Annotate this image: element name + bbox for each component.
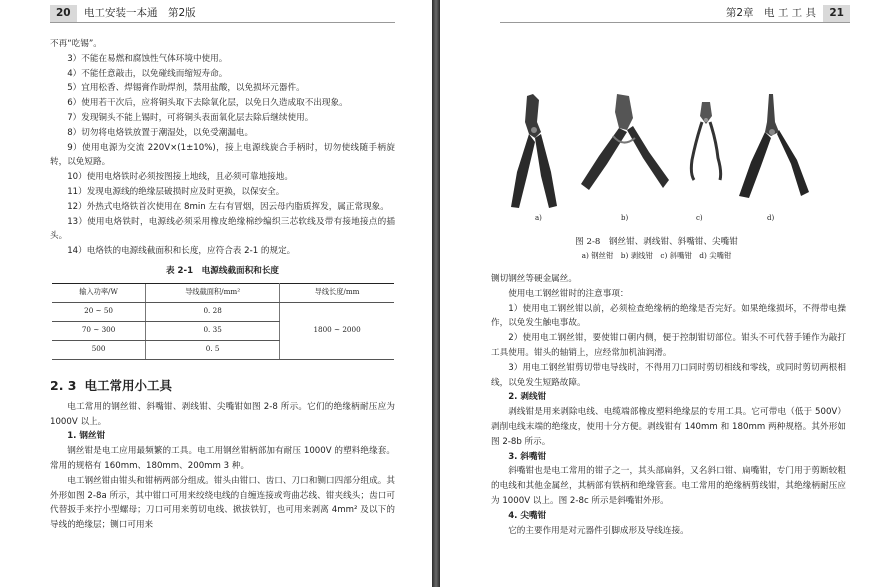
figure-label-a: a) bbox=[535, 214, 542, 222]
list-item: 6）使用若干次后，应将铜头取下去除氧化层，以免日久造成取不出现象。 bbox=[67, 98, 348, 109]
list-item: 1）使用电工钢丝钳以前，必须检查绝缘柄的绝缘是否完好。如果绝缘损坏，不得带电操作，以免发生触电事故。 bbox=[491, 303, 846, 329]
needle-nose-pliers-photo bbox=[735, 92, 811, 200]
table-cell: 70 ~ 300 bbox=[52, 321, 146, 340]
subsection-title: 1. 钢丝钳 bbox=[67, 431, 106, 442]
table-cell: 20 ~ 50 bbox=[52, 302, 146, 321]
right-page-number: 21 bbox=[823, 5, 850, 22]
table-cell: 0. 5 bbox=[146, 340, 280, 359]
left-running-header bbox=[50, 5, 395, 23]
section-number: 2. 3 bbox=[50, 377, 77, 393]
list-item: 11）发现电源线的绝缘层破损时应及时更换，以保安全。 bbox=[67, 186, 285, 197]
figure-label-c: c) bbox=[696, 214, 703, 222]
table-header-cell: 导线长度/mm bbox=[280, 283, 394, 302]
figure-label-b: b) bbox=[621, 214, 629, 222]
list-item: 9）使用电源为交流 220V×(1±10%)，接上电源线旋合手柄时，切勿使线随手柄旋转，以免短路。 bbox=[50, 142, 395, 168]
list-item: 3）用电工钢丝钳剪切带电导线时，不得用刀口同时剪切相线和零线，或同时剪切两根相线，以免发生短路故障。 bbox=[491, 362, 846, 388]
continuation-line: 不再“吃锡”。 bbox=[50, 39, 102, 49]
section-intro: 电工常用的钢丝钳、斜嘴钳、剥线钳、尖嘴钳如图 2-8 所示。它们的绝缘柄耐压应为 1000V 以上。 bbox=[50, 401, 395, 427]
left-body-text bbox=[50, 37, 395, 533]
paragraph: 斜嘴钳也是电工常用的钳子之一，其头部扁斜，又名斜口钳、扁嘴钳，专门用于剪断较粗的电线和其他金属丝，其柄部有铁柄和绝缘管套。电工常用的绝缘柄剪线钳，其绝缘柄耐压应为 1000V 以上。图 2-8c 所示是斜嘴钳外形。 bbox=[491, 466, 846, 506]
power-cord-table bbox=[52, 283, 394, 360]
table-header-cell: 输入功率/W bbox=[52, 283, 146, 302]
list-item: 2）使用电工钢丝钳，要使钳口朝内侧，便于控制钳切部位。钳头不可代替手锤作为敲打工具使用。钳头的轴销上，应经常加机油润滑。 bbox=[491, 333, 846, 358]
table-header-cell: 导线截面积/mm² bbox=[146, 283, 280, 302]
left-page-number: 20 bbox=[50, 5, 77, 22]
table-row bbox=[52, 302, 394, 321]
figure-subcaption: a) 钢丝钳 b) 剥线钳 c) 斜嘴钳 d) 尖嘴钳 bbox=[581, 251, 732, 260]
list-item: 10）使用电烙铁时必须按图接上地线，且必须可靠地接地。 bbox=[67, 172, 293, 183]
section-heading bbox=[50, 378, 395, 394]
wire-stripper-photo bbox=[577, 92, 669, 192]
list-item: 4）不能任意敲击，以免碰线而缩短寿命。 bbox=[67, 68, 228, 79]
paragraph: 它的主要作用是对元器件引脚成形及导线连接。 bbox=[508, 525, 689, 536]
table-cell: 0. 35 bbox=[146, 321, 280, 340]
figure-caption: 图 2-8 钢丝钳、剥线钳、斜嘴钳、尖嘴钳 bbox=[575, 237, 738, 247]
list-item: 5）宜用松香、焊锡膏作助焊剂，禁用盐酸，以免损坏元器件。 bbox=[67, 83, 305, 94]
table-header-row bbox=[52, 283, 394, 302]
paragraph: 钢丝钳是电工应用最频繁的工具。电工用钢丝钳柄部加有耐压 1000V 的塑料绝缘套。常用的规格有 160mm、180mm、200mm 3 种。 bbox=[50, 446, 395, 471]
paragraph: 使用电工钢丝钳时的注意事项： bbox=[508, 288, 629, 299]
list-item: 12）外热式电烙铁首次使用在 8min 左右有冒烟，因云母内脂质挥发，属正常现象。 bbox=[67, 201, 389, 212]
table-cell: 0. 28 bbox=[146, 302, 280, 321]
table-caption: 表 2-1 电源线截面积和长度 bbox=[165, 265, 280, 276]
left-running-title: 电工安装一本通 第2版 bbox=[83, 7, 196, 19]
subsection-title: 2. 剥线钳 bbox=[508, 392, 547, 403]
list-item: 8）切勿将电烙铁放置于潮湿处，以免受潮漏电。 bbox=[67, 127, 254, 138]
continuation-line: 铡切钢丝等硬金属丝。 bbox=[491, 274, 577, 284]
right-body-text bbox=[491, 272, 846, 538]
figure-label-d: d) bbox=[767, 214, 775, 222]
list-item: 14）电烙铁的电源线截面积和长度，应符合表 2-1 的规定。 bbox=[67, 246, 296, 257]
left-page bbox=[0, 0, 432, 587]
paragraph: 电工钢丝钳由钳头和钳柄两部分组成。钳头由钳口、齿口、刀口和铡口四部分组成。其外形如图 2-8a 所示，其中钳口可用来绞绕电线的自缠连接或弯曲芯线、钳夹线头；齿口可代替扳手来拧小型螺母；刀口可用来剪切电线、掀拔铁钉，也可用来剥离 4mm² 及以下的导线的绝缘层；铡口可用来 bbox=[50, 475, 395, 531]
subsection-title: 4. 尖嘴钳 bbox=[508, 510, 547, 521]
list-item: 3）不能在易燃和腐蚀性气体环境中使用。 bbox=[67, 53, 228, 64]
right-running-header bbox=[500, 5, 850, 23]
subsection-title: 3. 斜嘴钳 bbox=[508, 451, 547, 462]
combination-pliers-photo bbox=[505, 92, 563, 210]
table-cell: 500 bbox=[52, 340, 146, 359]
right-running-title: 第2章 电 工 工 具 bbox=[725, 7, 817, 19]
list-item: 13）使用电烙铁时，电源线必须采用橡皮绝缘棉纱编织三芯软线及带有接地接点的插头。 bbox=[50, 216, 395, 242]
paragraph: 剥线钳是用来剥除电线、电缆端部橡皮塑料绝缘层的专用工具。它可带电（低于 500V）剥削电线末端的绝缘皮，使用十分方便。剥线钳有 140mm 和 180mm 两种规格。其外形如图 2-8b 所示。 bbox=[491, 407, 846, 447]
book-gutter bbox=[432, 0, 440, 587]
list-item: 7）发现铜头不能上锡时，可将铜头表面氧化层去除后继续使用。 bbox=[67, 112, 314, 123]
section-title: 电工常用小工具 bbox=[84, 377, 173, 393]
diagonal-cutter-photo bbox=[688, 100, 724, 182]
table-merged-cell: 1800 ~ 2000 bbox=[280, 302, 394, 359]
